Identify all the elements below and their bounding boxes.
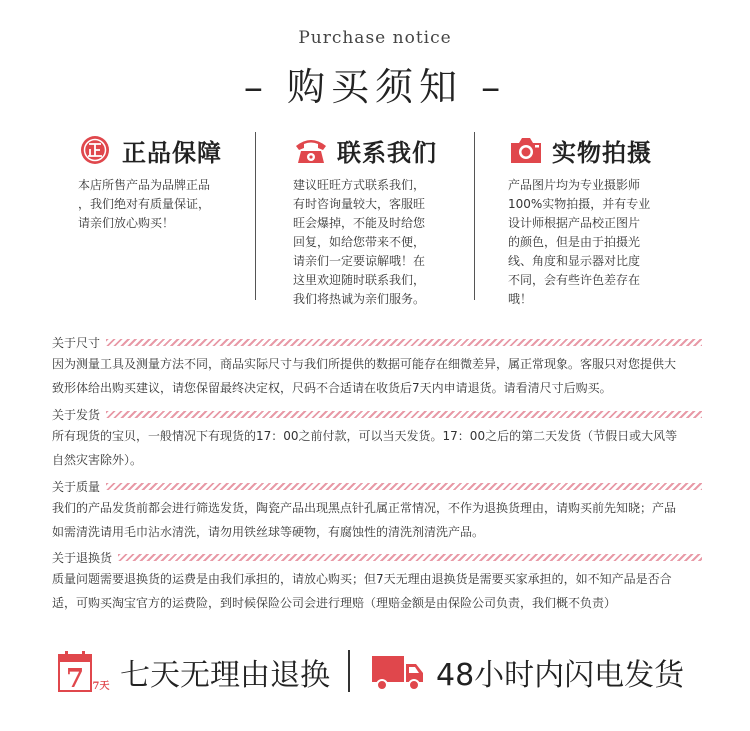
column-contact bbox=[293, 132, 493, 309]
section-line: 因为测量工具及测量方法不同，商品实际尺寸与我们所提供的数据可能存在细微差异，属正常现象。客服只对您提供大 bbox=[52, 357, 677, 371]
decorative-stripe bbox=[118, 554, 702, 561]
column-text: 建议旺旺方式联系我们， 有时咨询量较大，客服旺 旺会爆掉，不能及时给您 回复，如给您带来不便， 请亲们一定要谅解哦！在 这里欢迎随时联系我们， 我们将热诚为亲们服务。 bbox=[293, 178, 426, 306]
column-header bbox=[508, 132, 708, 168]
telephone-icon bbox=[293, 134, 329, 166]
calendar-suffix: 7天 bbox=[92, 681, 110, 692]
section-text bbox=[52, 424, 702, 472]
section-line: 致形体给出购买建议，请您保留最终决定权，尺码不合适请在收货后7天内申请退货。请看清尺寸后购买。 bbox=[52, 381, 612, 395]
decorative-stripe bbox=[106, 339, 702, 346]
section-text bbox=[52, 352, 702, 400]
section-text bbox=[52, 567, 702, 615]
section-returns bbox=[52, 547, 702, 615]
delivery-truck-icon bbox=[372, 652, 424, 692]
column-photo bbox=[508, 132, 708, 309]
section-line: 自然灾害除外）。 bbox=[52, 453, 143, 467]
section-header bbox=[52, 332, 702, 352]
section-line: 所有现货的宝贝，一般情况下有现货的17：00之前付款，可以当天发货。17：00之后的第二天发货（节假日或大风等 bbox=[52, 429, 678, 443]
column-genuine bbox=[78, 132, 278, 233]
column-title: 正品保障 bbox=[122, 138, 222, 167]
section-label: 关于尺寸 bbox=[52, 335, 101, 350]
column-text: 本店所售产品为品牌正品 ，我们绝对有质量保证， 请亲们放心购买！ bbox=[78, 178, 211, 230]
section-line: 适，可购买淘宝官方的运费险，到时候保险公司会进行理赔（理赔金额是由保险公司负责，我们概不负责） bbox=[52, 596, 617, 610]
section-size bbox=[52, 332, 702, 400]
calendar-number: 7 bbox=[65, 664, 85, 694]
divider bbox=[474, 132, 475, 300]
footer-text: 七天无理由退换 bbox=[120, 658, 330, 693]
section-header bbox=[52, 547, 702, 567]
subtitle: Purchase notice bbox=[298, 28, 452, 48]
section-shipping bbox=[52, 404, 702, 472]
column-title: 联系我们 bbox=[337, 138, 437, 167]
divider bbox=[255, 132, 256, 300]
footer-shipping bbox=[372, 646, 684, 698]
section-label: 关于发货 bbox=[52, 407, 101, 422]
footer-text: 48小时内闪电发货 bbox=[436, 658, 685, 693]
section-line: 我们的产品发货前都会进行筛选发货，陶瓷产品出现黑点针孔属正常情况，不作为退换货理由，请购买前先知晓；产品 bbox=[52, 501, 677, 515]
decorative-stripe bbox=[106, 411, 702, 418]
column-header bbox=[78, 132, 278, 168]
column-header bbox=[293, 132, 493, 168]
column-title: 实物拍摄 bbox=[552, 138, 652, 167]
column-text: 产品图片均为专业摄影师 100%实物拍摄，并有专业 设计师根据产品校正图片 的颜色，但是由于拍摄光 线、角度和显示器对比度 不同，会有些许色差存在 哦！ bbox=[508, 178, 651, 306]
genuine-stamp-icon bbox=[78, 134, 114, 166]
footer-returns bbox=[58, 646, 330, 698]
section-text bbox=[52, 496, 702, 544]
decorative-stripe bbox=[106, 483, 702, 490]
section-line: 如需清洗请用毛巾沾水清洗，请勿用铁丝球等硬物，有腐蚀性的清洗剂清洗产品。 bbox=[52, 525, 485, 539]
section-label: 关于质量 bbox=[52, 479, 101, 494]
section-label: 关于退换货 bbox=[52, 550, 113, 565]
section-header bbox=[52, 404, 702, 424]
divider bbox=[348, 650, 350, 692]
page-title: – 购买须知 – bbox=[243, 65, 507, 109]
seven-day-calendar-icon bbox=[58, 649, 110, 695]
section-quality bbox=[52, 476, 702, 544]
section-header bbox=[52, 476, 702, 496]
camera-icon bbox=[508, 134, 544, 166]
section-line: 质量问题需要退换货的运费是由我们承担的，请放心购买；但7天无理由退换货是需要买家承担的，如不知产品是否合 bbox=[52, 572, 672, 586]
